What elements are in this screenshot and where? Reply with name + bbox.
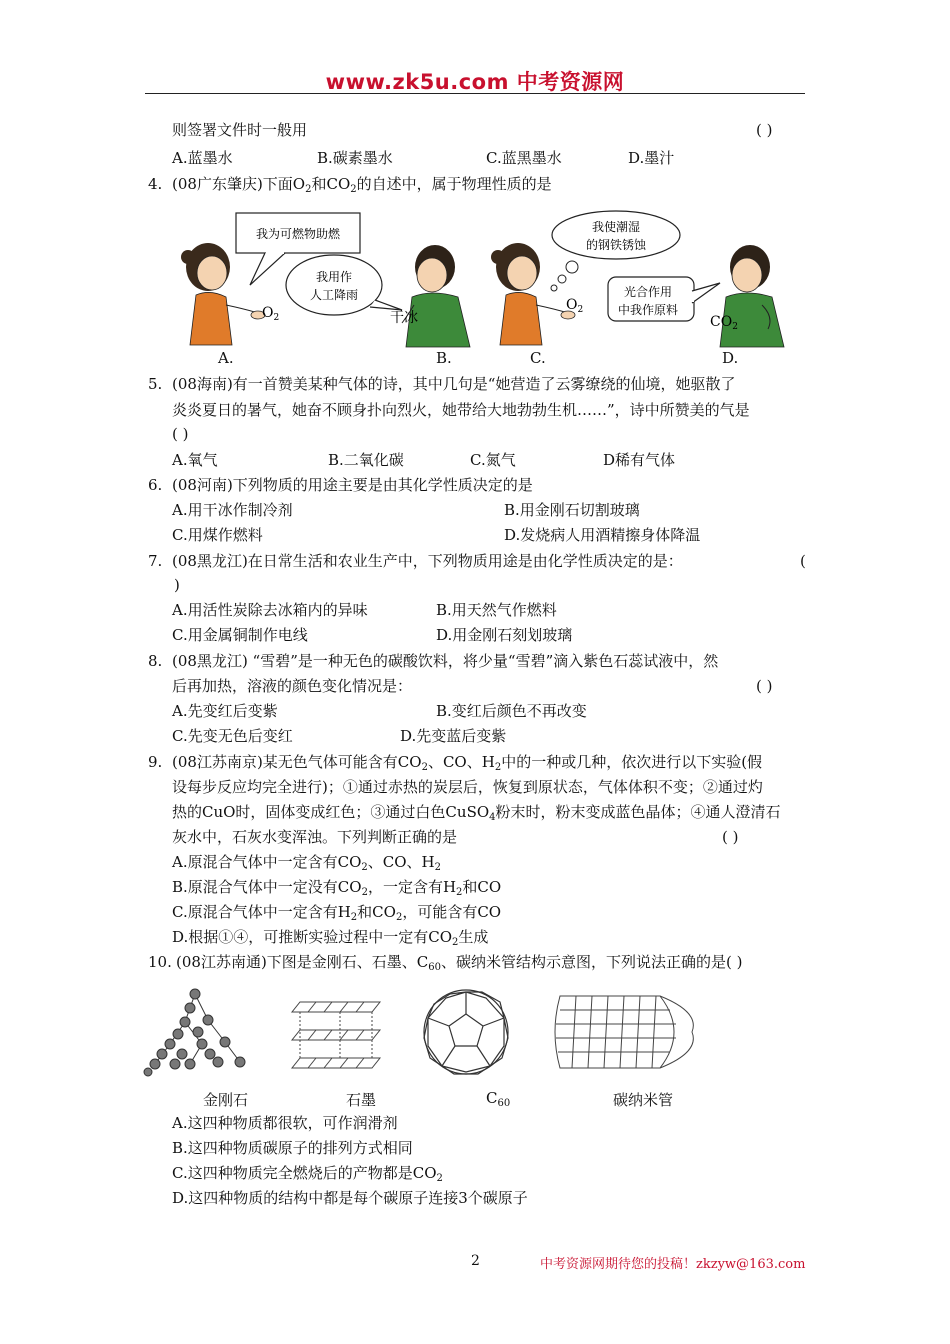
bubble-d-text-2: 中我作原料 bbox=[617, 303, 679, 317]
q7-option-b[interactable]: B.用天然气作燃料 bbox=[436, 601, 557, 619]
q9-option-b[interactable]: B.原混合气体中一定没有$CO_2$，一定含有$H_2$和CO bbox=[172, 878, 502, 898]
o2-label-right: $O_2$ bbox=[566, 297, 584, 315]
q6-option-a[interactable]: A.用干冰作制冷剂 bbox=[172, 501, 293, 519]
q8-paren: ( ) bbox=[756, 677, 773, 695]
bubble-d bbox=[608, 277, 720, 321]
q10-option-a[interactable]: A.这四种物质都很软，可作润滑剂 bbox=[172, 1114, 398, 1132]
q6-stem: (08河南)下列物质的用途主要是由其化学性质决定的是 bbox=[172, 476, 533, 494]
q8-option-a[interactable]: A.先变红后变紫 bbox=[172, 702, 278, 720]
q7-paren-right: ) bbox=[174, 576, 180, 594]
q6-option-c[interactable]: C.用煤作燃料 bbox=[172, 526, 263, 544]
q3-paren: ( ) bbox=[756, 121, 773, 139]
q7-option-a[interactable]: A.用活性炭除去冰箱内的异味 bbox=[172, 601, 368, 619]
girl-figure-left bbox=[181, 243, 265, 345]
q3-option-a[interactable]: A.蓝墨水 bbox=[172, 149, 233, 167]
bubble-c-text-1: 我使潮湿 bbox=[591, 220, 641, 234]
q5-stem-1: (08海南)有一首赞美某种气体的诗，其中几句是“她营造了云雾缭绕的仙境，她驱散了 bbox=[172, 375, 736, 393]
co2-label: $CO_2$ bbox=[710, 314, 738, 332]
q8-stem-2: 后再加热，溶液的颜色变化情况是： bbox=[172, 677, 413, 695]
q10-stem: (08江苏南通)下图是金刚石、石墨、$C_{60}$、碳纳米管结构示意图，下列说法正确的是( ) bbox=[176, 953, 743, 973]
q10-number: 10. bbox=[148, 953, 172, 971]
girl-figure-right bbox=[491, 243, 575, 345]
bubble-d-text-1: 光合作用 bbox=[623, 285, 673, 299]
q3-option-c[interactable]: C.蓝黑墨水 bbox=[486, 149, 562, 167]
q5-stem-2: 炎炎夏日的暑气，她奋不顾身扑向烈火，她带给大地勃勃生机……”，诗中所赞美的气是 bbox=[172, 401, 750, 419]
q8-option-d[interactable]: D.先变蓝后变紫 bbox=[400, 727, 507, 745]
boy-figure-right bbox=[720, 245, 784, 347]
q3-option-d[interactable]: D.墨汁 bbox=[628, 149, 675, 167]
q9-paren: ( ) bbox=[722, 828, 739, 846]
q3-option-b[interactable]: B.碳素墨水 bbox=[317, 149, 393, 167]
bubble-b bbox=[286, 255, 402, 315]
q4-sub: 2 bbox=[350, 184, 357, 195]
q5-option-b[interactable]: B.二氧化碳 bbox=[328, 451, 404, 469]
q5-option-c[interactable]: C.氮气 bbox=[470, 451, 516, 469]
header-site-title[interactable]: www.zk5u.com 中考资源网 bbox=[325, 70, 625, 94]
bubble-b-text-1: 我用作 bbox=[315, 270, 353, 284]
q4-option-a[interactable]: A. bbox=[218, 349, 234, 367]
caption-diamond: 金刚石 bbox=[203, 1091, 249, 1109]
q4-stem-b: 和CO bbox=[311, 175, 351, 193]
q7-number: 7. bbox=[148, 552, 163, 570]
boy-figure-left bbox=[402, 245, 470, 347]
q7-option-c[interactable]: C.用金属铜制作电线 bbox=[172, 626, 308, 644]
dry-ice-label: 干冰 bbox=[390, 310, 418, 326]
q4-option-d[interactable]: D. bbox=[722, 349, 739, 367]
q9-number: 9. bbox=[148, 753, 163, 771]
q7-stem: (08黑龙江)在日常生活和农业生产中，下列物质用途是由化学性质决定的是： bbox=[172, 552, 683, 570]
q6-number: 6. bbox=[148, 476, 163, 494]
diamond-structure-icon bbox=[144, 989, 245, 1076]
header-rule bbox=[145, 93, 805, 94]
q9-stem-3: 热的CuO时，固体变成红色；③通过白色CuSO$_4$粉末时，粉末变成蓝色晶体；④通人澄清石 bbox=[172, 803, 781, 823]
footer-contact-note[interactable]: 中考资源网期待您的投稿！zkzyw@163.com bbox=[540, 1257, 806, 1272]
q7-option-d[interactable]: D.用金刚石刻划玻璃 bbox=[436, 626, 573, 644]
q9-stem-1: (08江苏南京)某无色气体可能含有$CO_2$、CO、$H_2$中的一种或几种，依次进行以下实验(假 bbox=[172, 753, 763, 773]
bubble-c-text-2: 的钢铁锈蚀 bbox=[585, 238, 647, 252]
q4-stem bbox=[172, 174, 552, 200]
carbon-nanotube-icon bbox=[555, 996, 693, 1068]
q9-option-d[interactable]: D.根据①④，可推断实验过程中一定有$CO_2$生成 bbox=[172, 928, 489, 948]
carbon-structures-figure bbox=[140, 982, 700, 1082]
q4-stem-a: (08广东肇庆)下面O bbox=[172, 175, 306, 193]
q7-paren-left: ( bbox=[800, 552, 806, 570]
o2-label-left: $O_2$ bbox=[262, 305, 280, 323]
c60-fullerene-icon bbox=[424, 990, 508, 1074]
bubble-a-text: 我为可燃物助燃 bbox=[255, 227, 341, 241]
bubble-b-text-2: 人工降雨 bbox=[309, 288, 359, 302]
q5-number: 5. bbox=[148, 375, 163, 393]
q9-stem-2: 设每步反应均完全进行)；①通过赤热的炭层后，恢复到原状态，气体体积不变；②通过灼 bbox=[172, 778, 763, 796]
q4-sub: 2 bbox=[305, 184, 312, 195]
q6-option-d[interactable]: D.发烧病人用酒精擦身体降温 bbox=[504, 526, 701, 544]
q9-stem-4: 灰水中，石灰水变浑浊。下列判断正确的是 bbox=[172, 828, 458, 846]
q4-cartoon-illustration bbox=[170, 205, 810, 355]
q10-option-d[interactable]: D.这四种物质的结构中都是每个碳原子连接3个碳原子 bbox=[172, 1189, 528, 1207]
q4-option-b[interactable]: B. bbox=[436, 349, 452, 367]
q8-option-b[interactable]: B.变红后颜色不再改变 bbox=[436, 702, 587, 720]
q8-option-c[interactable]: C.先变无色后变红 bbox=[172, 727, 293, 745]
q6-option-b[interactable]: B.用金刚石切割玻璃 bbox=[504, 501, 640, 519]
caption-nanotube: 碳纳米管 bbox=[613, 1091, 674, 1109]
q3-stem: 则签署文件时一般用 bbox=[172, 121, 308, 139]
q10-option-c[interactable]: C.这四种物质完全燃烧后的产物都是$CO_2$ bbox=[172, 1164, 443, 1184]
page-number: 2 bbox=[471, 1253, 480, 1269]
q5-paren: ( ) bbox=[172, 425, 189, 443]
graphite-structure-icon bbox=[292, 1002, 380, 1068]
q5-option-a[interactable]: A.氧气 bbox=[172, 451, 218, 469]
q10-option-b[interactable]: B.这四种物质碳原子的排列方式相同 bbox=[172, 1139, 413, 1157]
caption-c60: $C_{60}$ bbox=[486, 1089, 511, 1109]
q9-option-c[interactable]: C.原混合气体中一定含有$H_2$和$CO_2$，可能含有CO bbox=[172, 903, 502, 923]
q4-stem-c: 的自述中，属于物理性质的是 bbox=[356, 175, 552, 193]
q4-number: 4. bbox=[148, 175, 163, 193]
q8-stem-1: (08黑龙江) “雪碧”是一种无色的碳酸饮料，将少量“雪碧”滴入紫色石蕊试液中，然 bbox=[172, 652, 719, 670]
q5-option-d[interactable]: D稀有气体 bbox=[603, 451, 676, 469]
caption-graphite: 石墨 bbox=[346, 1091, 377, 1109]
q4-option-c[interactable]: C. bbox=[530, 349, 546, 367]
q8-number: 8. bbox=[148, 652, 163, 670]
q9-option-a[interactable]: A.原混合气体中一定含有$CO_2$、CO、$H_2$ bbox=[172, 853, 441, 873]
